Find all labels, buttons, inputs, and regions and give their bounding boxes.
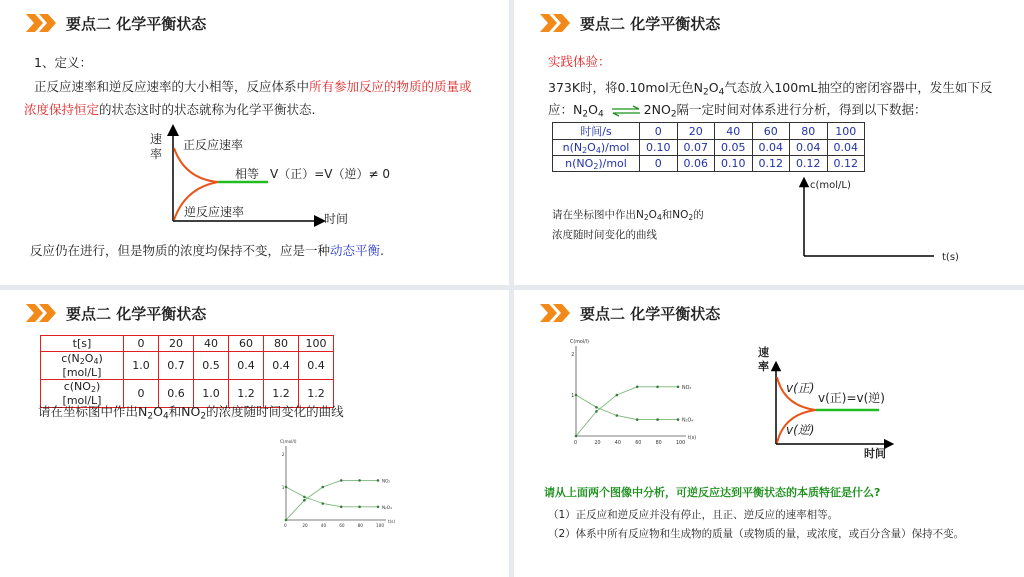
subscript: 4 xyxy=(93,356,99,366)
equal-label: 相等 xyxy=(235,167,260,181)
text: O xyxy=(84,352,94,365)
slide-header xyxy=(540,302,720,324)
forward-rate-label: 正反应速率 xyxy=(183,138,244,152)
y-axis-label: c(mol/L) xyxy=(810,180,851,191)
table-cell: 0.4 xyxy=(299,352,334,380)
table-cell: 0.6 xyxy=(159,379,194,407)
table-cell: 0 xyxy=(640,123,678,140)
table-cell: 1.2 xyxy=(264,379,299,407)
table-row xyxy=(553,140,865,156)
text: O xyxy=(708,80,719,95)
table-cell: 0.12 xyxy=(790,156,828,172)
table-cell: 80 xyxy=(790,123,828,140)
chart-x-tick: 0 xyxy=(574,440,578,446)
data-point xyxy=(377,479,380,482)
table-cell: 0.10 xyxy=(715,156,753,172)
table-cell: 0.12 xyxy=(752,156,790,172)
table-cell: 40 xyxy=(715,123,753,140)
subscript: 2 xyxy=(688,212,694,222)
chart-x-tick: 60 xyxy=(339,523,345,529)
text: c(NO xyxy=(63,379,91,393)
text: O xyxy=(588,102,598,117)
series-label: N₂O₄ xyxy=(682,418,694,424)
practice-heading: 实践体验： xyxy=(548,54,611,69)
table-cell: 20 xyxy=(677,123,715,140)
equation-label: V（正）=V（逆）≠ 0 xyxy=(270,167,390,181)
slide-header xyxy=(540,12,720,34)
subscript: 2 xyxy=(593,161,599,171)
table-cell: 20 xyxy=(159,336,194,352)
definition-highlight: 所有参加反应的物质的质量或 xyxy=(309,79,472,94)
x-label: 时间 xyxy=(324,212,349,226)
table-cell: 0.10 xyxy=(640,140,678,156)
reversible-arrow-icon xyxy=(611,105,641,117)
data-table-concentration xyxy=(40,335,334,408)
table-cell: 0.06 xyxy=(677,156,715,172)
y-label-2: 率 xyxy=(150,147,163,161)
data-point xyxy=(616,414,619,417)
double-chevron-icon xyxy=(26,304,58,322)
answer-2: （2）体系中所有反应物和生成物的质量（或物质的量，或浓度，或百分含量）保持不变。 xyxy=(548,528,965,540)
table-cell: 0.04 xyxy=(752,140,790,156)
chart-x-tick: 40 xyxy=(614,440,621,446)
text: 373K时，将0.10mol无色N xyxy=(548,80,704,95)
text: )[mol/L] xyxy=(62,352,103,379)
slide-title: 要点二 化学平衡状态 xyxy=(580,304,721,323)
row-header xyxy=(41,352,124,380)
data-point xyxy=(656,386,659,389)
definition-text-2: 的状态这时的状态就称为化学平衡状态. xyxy=(99,102,316,117)
series-line-1 xyxy=(576,395,678,420)
text: 2NO xyxy=(643,102,671,117)
table-cell: 1.2 xyxy=(229,379,264,407)
chart-x-label: t(s) xyxy=(388,519,396,524)
slide-title: 要点二 化学平衡状态 xyxy=(580,14,721,33)
table-row xyxy=(553,156,865,172)
chart-x-tick: 20 xyxy=(594,440,601,446)
data-table-moles xyxy=(552,122,865,172)
data-point xyxy=(322,502,325,505)
subscript: 2 xyxy=(582,145,588,155)
answer-1: （1）正反应和逆反应并没有停止，且正、逆反应的速率相等。 xyxy=(548,509,839,521)
double-chevron-icon xyxy=(26,14,58,32)
table-cell: 40 xyxy=(194,336,229,352)
table-cell: 1.0 xyxy=(194,379,229,407)
instruction-line-2: 浓度随时间变化的曲线 xyxy=(552,229,657,241)
slide-header xyxy=(26,12,206,34)
y-label-1: 速 xyxy=(150,132,163,146)
data-point xyxy=(285,519,288,522)
definition-text: 正反应速率和逆反应速率的大小相等，反应体系中 xyxy=(34,79,310,94)
chart-y-label: C(mol/l) xyxy=(280,439,297,444)
v-reverse-label: v(逆) xyxy=(786,423,815,437)
table-row xyxy=(41,336,334,352)
conclusion-text xyxy=(30,241,384,259)
text: 和NO xyxy=(661,209,689,221)
chart-y-tick: 1 xyxy=(281,485,285,490)
table-cell: 100 xyxy=(299,336,334,352)
chart-x-label: t(s) xyxy=(688,436,697,441)
v-forward-label: v(正) xyxy=(786,381,815,395)
slide-title: 要点二 化学平衡状态 xyxy=(66,304,207,323)
series-label: N₂O₄ xyxy=(382,504,392,510)
chart-x-tick: 0 xyxy=(284,523,287,529)
rate-time-graph xyxy=(140,124,420,229)
data-point xyxy=(595,406,598,409)
table-cell: 0.04 xyxy=(827,140,865,156)
data-point xyxy=(303,499,306,502)
subscript: 2 xyxy=(670,109,677,120)
instruction-text xyxy=(38,402,344,421)
data-point xyxy=(358,479,361,482)
table-cell: 0.04 xyxy=(790,140,828,156)
table-cell: 0 xyxy=(640,156,678,172)
chart-x-tick: 60 xyxy=(635,440,642,446)
double-chevron-icon xyxy=(540,14,572,32)
table-cell: 1.0 xyxy=(124,352,159,380)
text: c(N xyxy=(61,352,80,365)
data-point xyxy=(636,386,639,389)
reverse-rate-label: 逆反应速率 xyxy=(184,205,245,219)
slide-panel-practice xyxy=(514,0,1024,285)
subscript: 4 xyxy=(718,87,725,98)
text: n(N xyxy=(562,140,583,154)
data-point xyxy=(677,386,680,389)
practice-line-1 xyxy=(548,78,992,97)
chart-y-tick: 1 xyxy=(571,394,575,399)
table-cell: 0.4 xyxy=(264,352,299,380)
conclusion-dynamic-equilibrium: 动态平衡 xyxy=(330,243,381,258)
chart-y-tick: 2 xyxy=(281,452,285,457)
row-header: 时间/s xyxy=(553,123,640,140)
subscript: 4 xyxy=(595,145,601,155)
slide-panel-table xyxy=(0,290,509,577)
table-cell: 100 xyxy=(827,123,865,140)
text: O xyxy=(587,140,596,154)
series-line-0 xyxy=(286,480,378,520)
data-point xyxy=(636,418,639,421)
forward-rate-curve xyxy=(174,148,218,182)
subscript: 2 xyxy=(703,87,709,98)
chart-x-tick: 80 xyxy=(357,523,363,529)
text: O xyxy=(648,209,657,221)
subscript: 2 xyxy=(147,411,154,422)
definition-line-2 xyxy=(24,100,316,118)
rate-time-graph-2 xyxy=(754,344,904,459)
analysis-question: 请从上面两个图像中分析，可逆反应达到平衡状态的本质特征是什么? xyxy=(544,486,881,499)
concentration-chart xyxy=(562,336,734,454)
x-label: 时间 xyxy=(864,447,886,459)
chart-y-label: C(mol/l) xyxy=(570,340,589,345)
subscript: 2 xyxy=(643,212,649,222)
table-cell: 0.07 xyxy=(677,140,715,156)
subscript: 2 xyxy=(90,384,96,394)
text: )/mol xyxy=(598,156,627,170)
row-header xyxy=(553,140,640,156)
table-cell: 0.5 xyxy=(194,352,229,380)
slide-title: 要点二 化学平衡状态 xyxy=(66,14,207,33)
data-point xyxy=(656,418,659,421)
definition-highlight-2: 浓度保持恒定 xyxy=(24,102,100,117)
table-cell: 0 xyxy=(124,336,159,352)
y-label-2: 率 xyxy=(758,360,769,373)
chart-x-tick: 40 xyxy=(320,523,327,529)
subscript: 2 xyxy=(582,109,589,120)
empty-concentration-axes xyxy=(794,176,974,266)
table-cell: 1.2 xyxy=(299,379,334,407)
data-point xyxy=(303,496,306,499)
chart-x-tick: 20 xyxy=(302,523,308,529)
text: O xyxy=(153,404,163,419)
text: 隔一定时间对体系进行分析，得到以下数据： xyxy=(676,102,927,117)
chart-x-tick: 100 xyxy=(376,523,384,529)
table-cell: 0.4 xyxy=(229,352,264,380)
table-cell: 80 xyxy=(264,336,299,352)
text: 请在坐标图中作出N xyxy=(552,209,644,221)
data-point xyxy=(595,410,598,413)
slide-panel-analysis xyxy=(514,290,1024,577)
conclusion-pre: 反应仍在进行，但是物质的浓度均保持不变，应是一种 xyxy=(30,243,331,258)
data-point xyxy=(575,394,578,397)
text: 气态放入100mL抽空的密闭容器中，发生如下反 xyxy=(724,80,993,95)
text: 应：N xyxy=(548,102,583,117)
data-point xyxy=(340,506,343,509)
series-line-1 xyxy=(286,487,378,507)
table-cell: 0.05 xyxy=(715,140,753,156)
text: 和NO xyxy=(168,404,201,419)
series-label: NO₂ xyxy=(382,478,391,484)
text: )/mol xyxy=(600,140,630,154)
table-cell: 0.7 xyxy=(159,352,194,380)
double-chevron-icon xyxy=(540,304,572,322)
table-cell: 60 xyxy=(752,123,790,140)
row-header: t[s] xyxy=(41,336,124,352)
concentration-chart-small xyxy=(272,438,407,530)
subscript: 2 xyxy=(79,356,85,366)
text: 的 xyxy=(693,209,704,221)
table-cell: 60 xyxy=(229,336,264,352)
subscript: 4 xyxy=(656,212,662,222)
x-axis-label: t(s) xyxy=(942,252,959,263)
data-point xyxy=(340,479,343,482)
data-point xyxy=(358,506,361,509)
text: 请在坐标图中作出N xyxy=(38,404,148,419)
chart-x-tick: 80 xyxy=(655,440,662,446)
chart-x-tick: 100 xyxy=(676,440,686,446)
table-cell: 0 xyxy=(124,379,159,407)
v-equal-label: v(正)=v(逆) xyxy=(818,391,885,405)
definition-line-1 xyxy=(34,77,472,95)
subscript: 4 xyxy=(597,109,604,120)
instruction-line-1 xyxy=(552,207,704,222)
y-label-1: 速 xyxy=(758,346,769,359)
text: )[mol/L] xyxy=(62,379,102,407)
series-line-0 xyxy=(576,387,678,436)
text: n(NO xyxy=(565,156,594,170)
subscript: 2 xyxy=(200,411,207,422)
table-cell: 0.12 xyxy=(827,156,865,172)
definition-heading: 1、定义： xyxy=(34,55,92,70)
conclusion-post: . xyxy=(380,243,385,258)
row-header xyxy=(553,156,640,172)
slide-header xyxy=(26,302,206,324)
subscript: 4 xyxy=(162,411,169,422)
data-point xyxy=(377,506,380,509)
data-point xyxy=(575,435,578,438)
table-row xyxy=(553,123,865,140)
chart-y-tick: 2 xyxy=(571,353,575,358)
data-point xyxy=(616,394,619,397)
table-row xyxy=(41,352,334,380)
data-point xyxy=(285,486,288,489)
practice-line-2 xyxy=(548,100,927,119)
series-label: NO₂ xyxy=(682,385,692,391)
text: 的浓度随时间变化的曲线 xyxy=(206,404,344,419)
slide-panel-definition xyxy=(0,0,509,285)
data-point xyxy=(677,418,680,421)
data-point xyxy=(322,486,325,489)
